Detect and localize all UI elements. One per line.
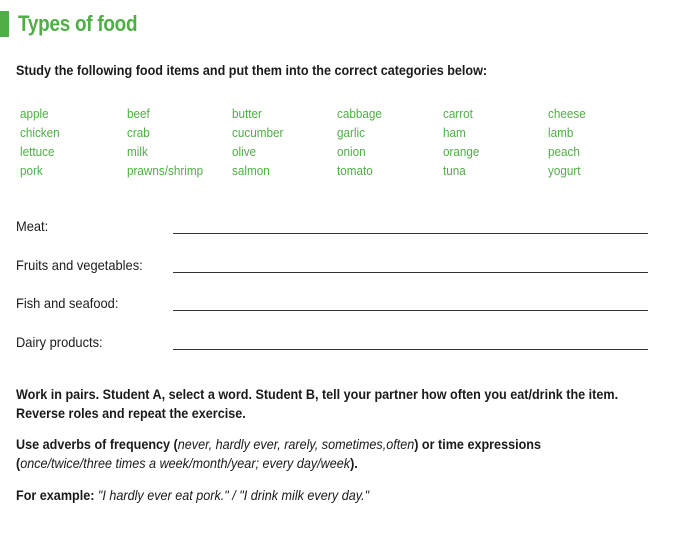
adverbs-close: ). (350, 455, 358, 471)
food-item: cucumber (232, 125, 284, 140)
category-meat (16, 212, 648, 236)
food-item: pork (20, 163, 43, 178)
answer-line-dairy[interactable] (173, 349, 648, 350)
food-item: garlic (337, 125, 365, 140)
category-label: Fruits and vegetables: (16, 257, 143, 273)
food-item: butter (232, 106, 262, 121)
example-text: "I hardly ever eat pork." / "I drink milk every day." (97, 487, 370, 503)
food-item: salmon (232, 163, 270, 178)
adverbs-line-2 (16, 454, 606, 473)
food-item: carrot (443, 106, 473, 121)
food-word-bank (20, 104, 660, 180)
example-line (16, 486, 606, 505)
food-item: yogurt (548, 163, 581, 178)
food-item: cheese (548, 106, 586, 121)
category-fish-seafood (16, 289, 648, 313)
food-item: orange (443, 144, 480, 159)
food-item: onion (337, 144, 366, 159)
answer-line-fruits-vegetables[interactable] (173, 272, 648, 273)
pair-work-instructions (16, 385, 619, 423)
category-label: Fish and seafood: (16, 295, 119, 311)
category-label: Dairy products: (16, 334, 103, 350)
time-expressions: once/twice/three times a week/month/year; every day/week (20, 455, 351, 471)
adverbs-open-paren: ( (16, 455, 21, 471)
adverbs-instructions (16, 435, 606, 473)
pair-work-line-2: Reverse roles and repeat the exercise. (16, 405, 246, 421)
instruction-text: Study the following food items and put them into the correct categories below: (16, 62, 488, 78)
food-item: ham (443, 125, 466, 140)
food-item: cabbage (337, 106, 382, 121)
food-item: chicken (20, 125, 60, 140)
title-accent-bar (0, 11, 9, 37)
food-item: apple (20, 106, 49, 121)
answer-line-fish-seafood[interactable] (173, 310, 648, 311)
food-item: prawns/shrimp (127, 163, 204, 178)
adverbs-line-1 (16, 435, 606, 454)
example-prefix: For example: (16, 487, 98, 503)
food-item: milk (127, 144, 148, 159)
category-dairy (16, 328, 648, 352)
food-item: olive (232, 144, 257, 159)
answer-line-meat[interactable] (173, 233, 648, 234)
adverbs-prefix: Use adverbs of frequency ( (16, 436, 178, 452)
food-item: lamb (548, 125, 574, 140)
food-item: crab (127, 125, 150, 140)
food-item: peach (548, 144, 580, 159)
food-item: tuna (443, 163, 466, 178)
category-fruits-vegetables (16, 251, 648, 275)
food-item: tomato (337, 163, 373, 178)
pair-work-line-1: Work in pairs. Student A, select a word. Student B, tell your partner how often you eat/drink the item. (16, 386, 619, 402)
page-title: Types of food (18, 11, 138, 36)
adverb-list: never, hardly ever, rarely, sometimes,often (177, 436, 415, 452)
food-item: beef (127, 106, 150, 121)
food-item: lettuce (20, 144, 55, 159)
adverbs-middle: ) or time expressions (414, 436, 541, 452)
section-title (0, 9, 157, 39)
category-label: Meat: (16, 218, 49, 234)
